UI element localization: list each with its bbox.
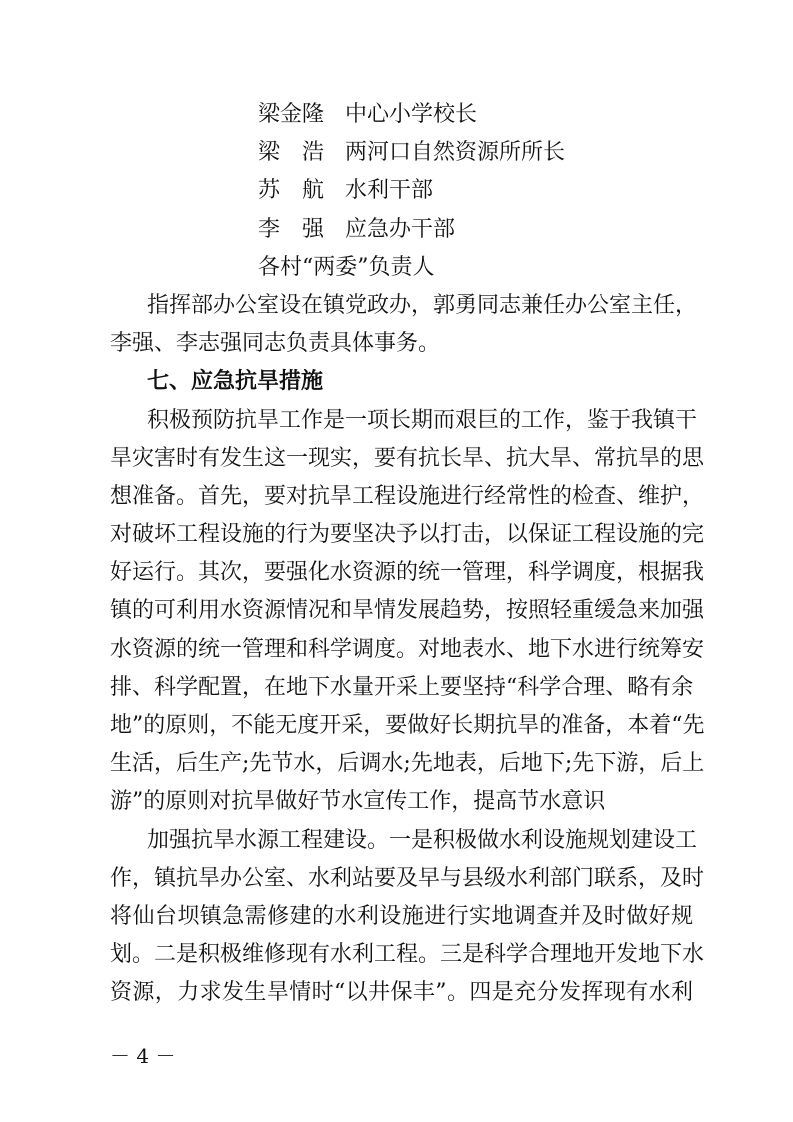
paragraph1-line: 生活，后生产;先节水，后调水;先地表，后地下;先下游，后上 [110,751,705,777]
office-paragraph-line: 指挥部办公室设在镇党政办，郭勇同志兼任办公室主任， [147,292,698,318]
paragraph1-line: 想准备。首先，要对抗旱工程设施进行经常性的检查、维护， [110,483,705,509]
paragraph2-line: 划。二是积极维修现有水利工程。三是科学合理地开发地下水 [110,942,705,968]
personnel-note-text: 各村“两委”负责人 [258,254,435,280]
personnel-list [110,96,693,249]
paragraph2-line: 将仙台坝镇急需修建的水利设施进行实地调查并及时做好规 [110,903,693,929]
personnel-note [110,249,693,287]
person-title: 水利干部 [345,178,434,204]
paragraph1-line: 游”的原则对抗旱做好节水宣传工作，提高节水意识 [110,789,606,815]
document-page [110,96,705,1013]
paragraph1-line: 排、科学配置，在地下水量开采上要坚持“科学合理、略有余 [110,674,694,700]
page-number: － 4 － [110,1044,176,1068]
paragraph1-line: 好运行。其次，要强化水资源的统一管理，科学调度，根据我 [110,560,705,586]
person-name: 梁 浩 [258,140,325,166]
person-name: 李 强 [258,216,325,242]
personnel-row [110,96,693,134]
paragraph2-line: 加强抗旱水源工程建设。一是积极做水利设施规划建设工 [147,827,698,853]
paragraph1-line: 对破坏工程设施的行为要坚决予以打击，以保证工程设施的完 [110,522,705,548]
paragraph1-line: 水资源的统一管理和科学调度。对地表水、地下水进行统筹安 [110,636,705,662]
paragraph-water-source-construction [110,822,705,1013]
office-paragraph [110,287,698,363]
paragraph-drought-measures [110,402,705,822]
person-title: 中心小学校长 [345,102,478,127]
paragraph1-line: 地”的原则，不能无度开采，要做好长期抗旱的准备，本着“先 [110,713,705,738]
paragraph2-line: 资源，力求发生旱情时“以井保丰”。四是充分发挥现有水利 [110,980,693,1006]
person-title: 应急办干部 [345,216,456,242]
paragraph1-line: 积极预防抗旱工作是一项长期而艰巨的工作，鉴于我镇干 [147,407,698,433]
office-paragraph-line: 李强、李志强同志负责具体事务。 [110,331,441,357]
person-title: 两河口自然资源所所长 [345,140,566,166]
paragraph2-line: 作，镇抗旱办公室、水利站要及早与县级水利部门联系，及时 [110,865,705,891]
personnel-row [110,172,693,210]
section-heading: 七、应急抗旱措施 [147,369,324,395]
person-name: 苏 航 [258,178,325,204]
paragraph1-line: 旱灾害时有发生这一现实，要有抗长旱、抗大旱、常抗旱的思 [110,445,705,471]
person-name: 梁金隆 [258,102,325,127]
personnel-row [110,211,693,249]
personnel-row [110,134,693,172]
paragraph1-line: 镇的可利用水资源情况和旱情发展趋势，按照轻重缓急来加强 [110,598,705,624]
